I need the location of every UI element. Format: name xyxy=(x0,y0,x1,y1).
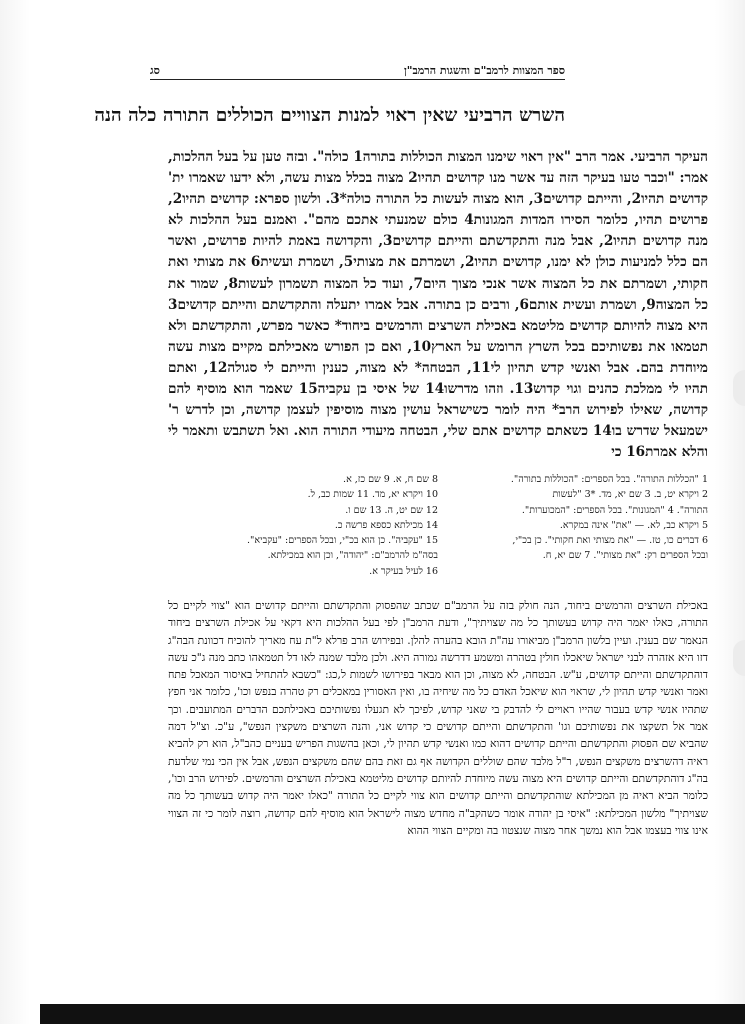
footnotes xyxy=(168,472,708,579)
footnote-line: 1 "הכללות התורה". בכל הספרים: "הכוללות בתורה". xyxy=(510,474,708,485)
footnote-line: 12 שם יט, ה. 13 שם ו. xyxy=(345,504,438,516)
scan-edge xyxy=(40,1004,745,1024)
footnote-line: ובכל הספרים רק: "את מצותי". 7 שם יא, ח. xyxy=(542,550,708,562)
footnote-line: 14 מכילתא כספא פרשה כ. xyxy=(334,519,438,531)
main-text: העיקר הרביעי. אמר הרב "אין ראוי שימנו המצות הכוללות בתורה1 כולה". ובזה טען על בעל ההלכות, אמר: "וכבר טעו בעיקר הזה עד אשר מנו קדושים תהיו2 מצוה בכלל מצות עשה, ולא ידעו שאמרו ית' קדושים תהיו2, והייתם קדושים3, הוא מצוה לעשות כל התורה כולה*3. ולשון ספרא: קדושים תהיו2, פרושים תהיו, כלומר הסירו המדות המגונות4 כולם שמנעתי אתכם מהם". ואמנם בעל ההלכות לא מנה קדושים תהיו2, אבל מנה והתקדשתם והייתם קדושים3, והקדושה באמת להיות פרושים, ואשר הם כלל למניעות כולן לא ימנו, קדושים תהיו2, ושמרתם את מצותי5, ושמרת ועשית6 את מצותי ואת חקותי, ושמרתם את כל המצוה אשר אנכי מצוך היום7, ועוד כל המצוה תשמרון לעשות8, שמור את כל המצוה9, ושמרת ועשית אותם6, ורבים כן בתורה. אבל אמרו יתעלה והתקדשתם והייתם קדושים3 היא מצוה להיותם קדושים מליטמא באכילת השרצים והרמשים ביחוד* כאשר מפרש, והתקדשתם ולא תטמאו את נפשותיכם בכל השרץ הרומש על הארץ10, ואם כן הפורש מאכילתם מקיים מצות עשה מיוחדת בהם. אבל ואנשי קדש תהיון לי11, הבטחה* לא מצוה, כענין והייתם לי סגולה12, ואתם תהיו לי ממלכת כהנים וגוי קדוש13. וזהו מדרשו14 של איסי בן עקביה15 שאמר הוא מוסיף להם קדושה, שאילו לפירוש הרב* היה לומר כשישראל עושין מצוה מוסיפין לעצמן קדושה, וכן לדרש ר' ישמעאל שדרש בו14 כשאתם קדושים אתם שלי, הבטחה מיעודי התורה הוא. ואל תשתבש ותאמר לי והלא אמרת16 כי xyxy=(168,149,709,461)
punch-hole xyxy=(733,370,745,406)
footnote-line: התורה". 4 "המגונות". בכל הספרים: "המכוערות". xyxy=(521,504,708,516)
footnotes-left-column xyxy=(168,472,438,579)
footnote-line: בסה"מ להרמב"ם: "יהודה", וכן הוא במכילתא. xyxy=(267,550,438,562)
footnote-line: 8 שם ח, א. 9 שם כז, א. xyxy=(343,474,438,485)
book-title: ספר המצוות לרמב"ם והשגות הרמב"ן xyxy=(403,64,565,77)
commentary-text: באכילת השרצים והרמשים ביחוד, הנה חולק בזה על הרמב"ם שכתב שהפסוק והתקדשתם והייתם קדושים הוא "צווי לקיים כל התורה, כאלו יאמר היה קדוש בעשותך כל מה שצויתיך", ודעת הרמב"ן לפי בעל ההלכות היא דקאי על אכילת השרצים ביחוד הנאמר שם בענין. ועיין בלשון הרמב"ן מביאורו עה"ת הובא בהערה להלן. ובפירוש הרב פרלא ל"ת עח מאריך להוכיח דכוונת הבה"ג דזו היא אזהרה לבני ישראל שיאכלו חולין בטהרה ומשמע דדרשה גמורה היא. ולכן מלבד שמנה לאו דל תטמאהו כתב מנה ג"כ עשה דוהתקדשתם והייתם קדושים, ע"ש. הבטחה, לא מצוה, וכן הוא מבאר בפירושו לשמות ל,כג: "כשבא להתחיל באיסור המאכל פתח ואמר ואנשי קדש תהיון לי, שראוי הוא שיאכל האדם כל מה שיחיה בו, ואין האסורין במאכלים רק טהרה בנפש וכו', כלומר אני חפץ שתהיו אנשי קדש בעבור שהייו ראויים לי להדבק בי שאני קדוש, לפיכך לא תגעלו נפשותיכם באכילתכם הדברים המתועבים. וכך אמר אל תשקצו את נפשותיכם וגו' והתקדשתם והייתם קדושים כי קדוש אני, והנה השרצים משקצין הנפש", ע"כ. וצ"ל דמה שהביא שם הפסוק והתקדשתם והייתם קדושים דהוא כמו ואנשי קדש תהיון לי, וכאן בהשגות הפריש בעניים כהב"ל, הוא רק להביא ראיה דהשרצים משקצים הנפש, ר"ל מלבד שהם שוללים הקדושה אף גם זאת בהם שהם משקצים הנפש, אבל אין הכי נמי שלדעת בה"ג דוהתקדשתם והייתם קדושים היא מצוה עשה מיוחדת להיותם קדושים מליטמא באכילת השרצים והרמשים. לפירוש הרב וכו', כלומר הביא ראיה מן המכילתא שוהתקדשתם והייתם קדושים הוא צווי לקיים כל התורה "כאלו יאמר היה קדוש בעשותך כל מה שצויתיך" מלשון המכילתא: "איסי בן יהודה אומר כשהקב"ה מחדש מצוה לישראל הוא מוסיף להם קדושה, רוצה לומר כי זה הצווי אינו צווי בעצמו אבל הוא נמשך אחר מצוה שנצטוו בה ומקיים הצווי ההוא xyxy=(168,599,708,837)
footnote-line: 10 ויקרא יא, מד. 11 שמות כב, ל. xyxy=(307,489,438,501)
footnote-line: 2 ויקרא יט, ב. 3 שם יא, מד. *3 "לעשות xyxy=(552,489,708,501)
running-header xyxy=(150,64,565,80)
page-number: סג xyxy=(150,64,160,77)
footnotes-right-column xyxy=(438,472,708,579)
footnote-line: 15 "עקביה". כן הוא בכ"י, ובכל הספרים: "עקביא". xyxy=(247,535,438,547)
section-title: השרש הרביעי שאין ראוי למנות הצוויים הכוללים התורה כלה הנה xyxy=(94,105,565,126)
footnote-line: 6 דברים כו, טז. — "את מצותי ואת חקותי". כן בכ"י, xyxy=(512,535,708,547)
punch-hole xyxy=(733,640,745,676)
footnote-line: 16 לעיל בעיקר א. xyxy=(369,565,438,577)
footnote-line: 5 ויקרא כב, לא. — "את" אינה במקרא. xyxy=(559,519,708,531)
